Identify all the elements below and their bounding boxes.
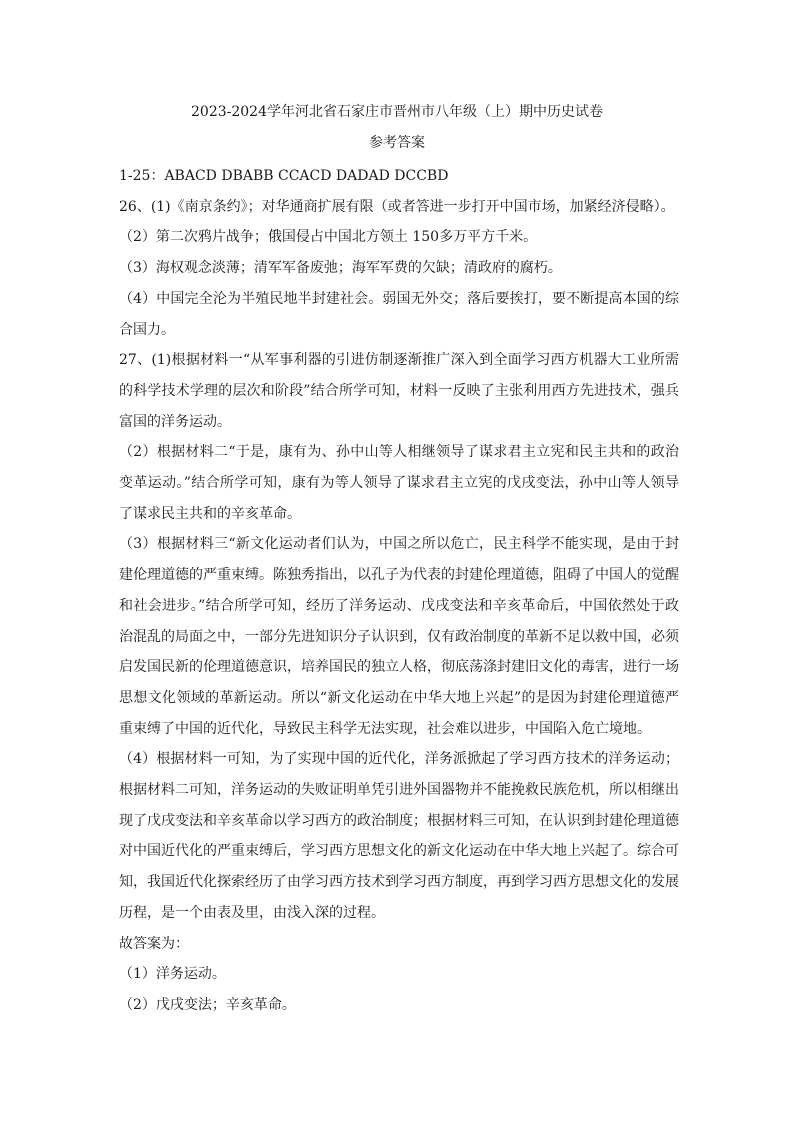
exam-title: 2023-2024学年河北省石家庄市晋州市八年级（上）期中历史试卷 bbox=[191, 104, 603, 120]
q27-part2: （2）根据材料二“于是，康有为、孙中山等人相继领导了谋求君主立宪和民主共和的政治变革运动。”结合所学可知，康有为等人领导了谋求君主立宪的戊戌变法，孙中山等人领导了谋求民主共和的辛亥革命。 bbox=[119, 444, 679, 522]
summary-answer-2: （2）戊戌变法；辛亥革命。 bbox=[119, 996, 296, 1013]
q26-part3: （3）海权观念淡薄；清军军备废弛；海军军费的欠缺；清政府的腐朽。 bbox=[119, 260, 562, 277]
summary-answer-1: （1）洋务运动。 bbox=[119, 966, 226, 983]
answer-summary-heading: 故答案为： bbox=[119, 935, 189, 952]
q27-part1: 27、(1)根据材料一“从军事利器的引进仿制逐渐推广深入到全面学习西方机器大工业所需的科学技术学理的层次和阶段”结合所学可知，材料一反映了主张利用西方先进技术，强兵富国的洋务运动。 bbox=[119, 352, 679, 430]
q27-part4: （4）根据材料一可知，为了实现中国的近代化，洋务派掀起了学习西方技术的洋务运动；根据材料二可知，洋务运动的失败证明单凭引进外国器物并不能挽救民族危机，所以相继出现了戊戌变法和辛亥革命以学习西方的政治制度；根据材料三可知，在认识到封建伦理道德对中国近代化的严重束缚后，学习西方思想文化的新文化运动在中华大地上兴起了。综合可知，我国近代化探索经历了由学习西方技术到学习西方制度，再到学习西方思想文化的发展历程，是一个由表及里，由浅入深的过程。 bbox=[119, 751, 679, 921]
q26-part1: 26、(1)《南京条约》；对华通商扩展有限（或者答进一步打开中国市场，加紧经济侵略）。 bbox=[119, 198, 675, 215]
answer-body bbox=[119, 161, 679, 1021]
mc-answers: 1-25：ABACD DBABB CCACD DADAD DCCBD bbox=[119, 168, 449, 184]
q27-part3: （3）根据材料三“新文化运动者们认为，中国之所以危亡，民主科学不能实现，是由于封建伦理道德的严重束缚。陈独秀指出，以孔子为代表的封建伦理道德，阻碍了中国人的觉醒和社会进步。”结合所学可知，经历了洋务运动、戊戌变法和辛亥革命后，中国依然处于政治混乱的局面之中，一部分先进知识分子认识到，仅有政治制度的革新不足以救中国，必须启发国民新的伦理道德意识，培养国民的独立人格，彻底荡涤封建旧文化的毒害，进行一场思想文化领域的革新运动。所以“新文化运动在中华大地上兴起”的是因为封建伦理道德严重束缚了中国的近代化，导致民主科学无法实现，社会难以进步，中国陷入危亡境地。 bbox=[119, 536, 679, 737]
q26-part4: （4）中国完全沦为半殖民地半封建社会。弱国无外交；落后要挨打，要不断提高本国的综合国力。 bbox=[119, 290, 679, 338]
q26-part2: （2）第二次鸦片战争；俄国侵占中国北方领土 150多万平方千米。 bbox=[119, 229, 538, 246]
answer-key-heading: 参考答案 bbox=[369, 135, 425, 151]
